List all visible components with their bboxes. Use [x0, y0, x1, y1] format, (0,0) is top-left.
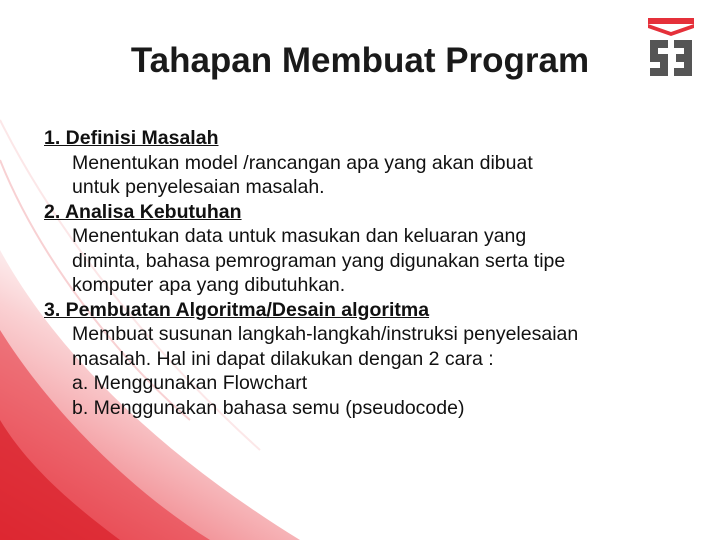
institution-logo-icon: [642, 16, 700, 78]
section-text-line: Membuat susunan langkah-langkah/instruksi penyelesaian: [72, 323, 579, 345]
section-heading: 2. Analisa Kebutuhan: [44, 200, 242, 223]
section-pembuatan-algoritma: [44, 298, 684, 421]
section-text-line: Menentukan model /rancangan apa yang akan dibuat: [72, 151, 533, 174]
section-heading: 3. Pembuatan Algoritma/Desain algoritma: [44, 298, 430, 321]
section-analisa-kebutuhan: [44, 200, 684, 298]
section-definisi-masalah: [44, 126, 684, 200]
section-text-line: diminta, bahasa pemrograman yang digunakan serta tipe: [72, 249, 566, 272]
section-text-line: komputer apa yang dibutuhkan.: [72, 274, 346, 296]
section-text-line: a. Menggunakan Flowchart: [72, 372, 308, 394]
section-text-line: masalah. Hal ini dapat dilakukan dengan 2 cara :: [72, 347, 494, 370]
section-heading: 1. Definisi Masalah: [44, 127, 219, 149]
section-text-line: Menentukan data untuk masukan dan keluaran yang: [72, 225, 527, 247]
slide-title: Tahapan Membuat Program: [130, 41, 590, 80]
content-body: [44, 126, 684, 420]
section-text-line: b. Menggunakan bahasa semu (pseudocode): [72, 396, 465, 419]
section-text-line: untuk penyelesaian masalah.: [72, 176, 325, 198]
